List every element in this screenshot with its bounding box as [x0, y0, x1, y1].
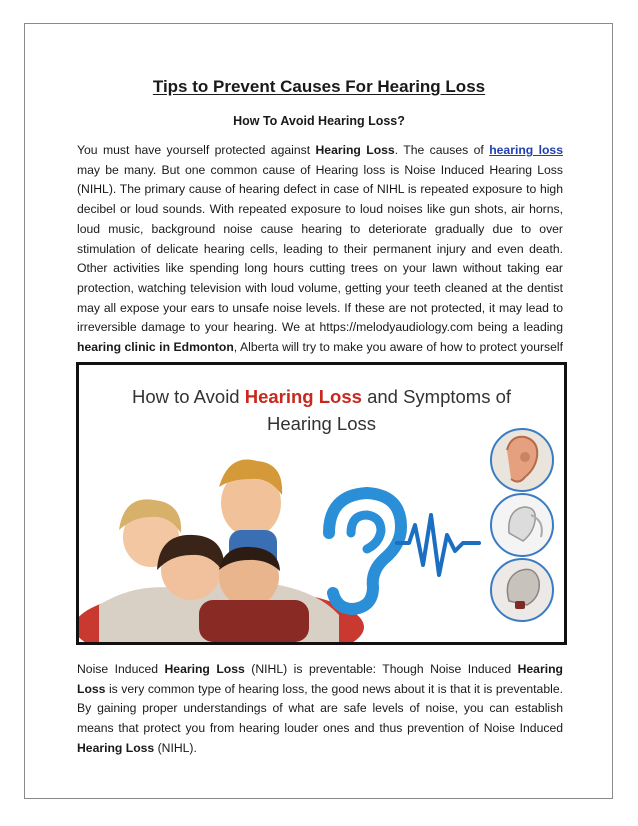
bold-term: Hearing Loss	[77, 740, 155, 755]
text-run: You must have yourself protected against	[77, 143, 316, 157]
bold-term: Hearing Loss	[164, 662, 245, 676]
headline-text: How to Avoid	[131, 386, 245, 407]
bold-term: hearing clinic in Edmonton	[77, 340, 234, 355]
hearing-loss-link[interactable]: hearing loss	[489, 143, 563, 157]
ear-icon	[329, 493, 401, 609]
text-run: (NIHL) is preventable: Though Noise Induced	[244, 662, 518, 676]
text-run: may be many. But one common cause of Hearing loss is Noise Induced Hearing Loss (NIHL). The primary cause of hearing defect in case of NIHL is repeated exposure to high decibel or loud sounds. With repeated exposure to loud noises like gun shots, air horns, loud music, background noise cause hearing to deteriorate gradually due to over stimulation of delicate hearing cells, leading to their permanent injury and even death. Other activities like spending long hours cutting trees on your lawn without taking ear protection, watching television with loud volume, getting your teeth cleaned at the dentist may all expose your ears to unsafe noise levels. If these are not protected, it may lead to irreversible damage to your hearing. We at https://melodyaudiology.com being a leading	[77, 162, 563, 335]
article-figure	[76, 362, 567, 645]
figure-headline	[79, 383, 564, 437]
bold-term: Hearing Loss	[315, 143, 395, 157]
sound-wave-icon	[397, 515, 479, 575]
bold-term: Hearing Loss	[77, 662, 563, 696]
ear-closeup-icon	[491, 429, 553, 491]
text-run: (NIHL).	[154, 740, 197, 755]
document-title: Tips to Prevent Causes For Hearing Loss	[152, 77, 486, 96]
prevention-paragraph	[77, 660, 563, 759]
hearing-aid-bte-icon	[491, 494, 553, 556]
text-run: is very common type of hearing loss, the good news about it is that it is preventable. By gaining proper understandings of what are safe levels of noise, you can establish means that protect you from hearing louder ones and thus prevention of Noise Induced	[77, 681, 563, 736]
intro-paragraph	[77, 141, 563, 377]
document-subtitle: How To Avoid Hearing Loss?	[233, 114, 405, 128]
headline-line2: Hearing Loss	[266, 413, 376, 434]
text-run: Noise Induced	[77, 662, 165, 676]
text-run: . The causes of	[394, 143, 490, 157]
headline-highlight: Hearing Loss	[244, 386, 362, 407]
family-photo	[79, 459, 364, 642]
text-run: , Alberta will try to make you aware of how to protect yourself	[233, 340, 563, 355]
hearing-aid-ite-icon	[491, 559, 553, 621]
headline-text: and Symptoms of	[361, 386, 512, 407]
